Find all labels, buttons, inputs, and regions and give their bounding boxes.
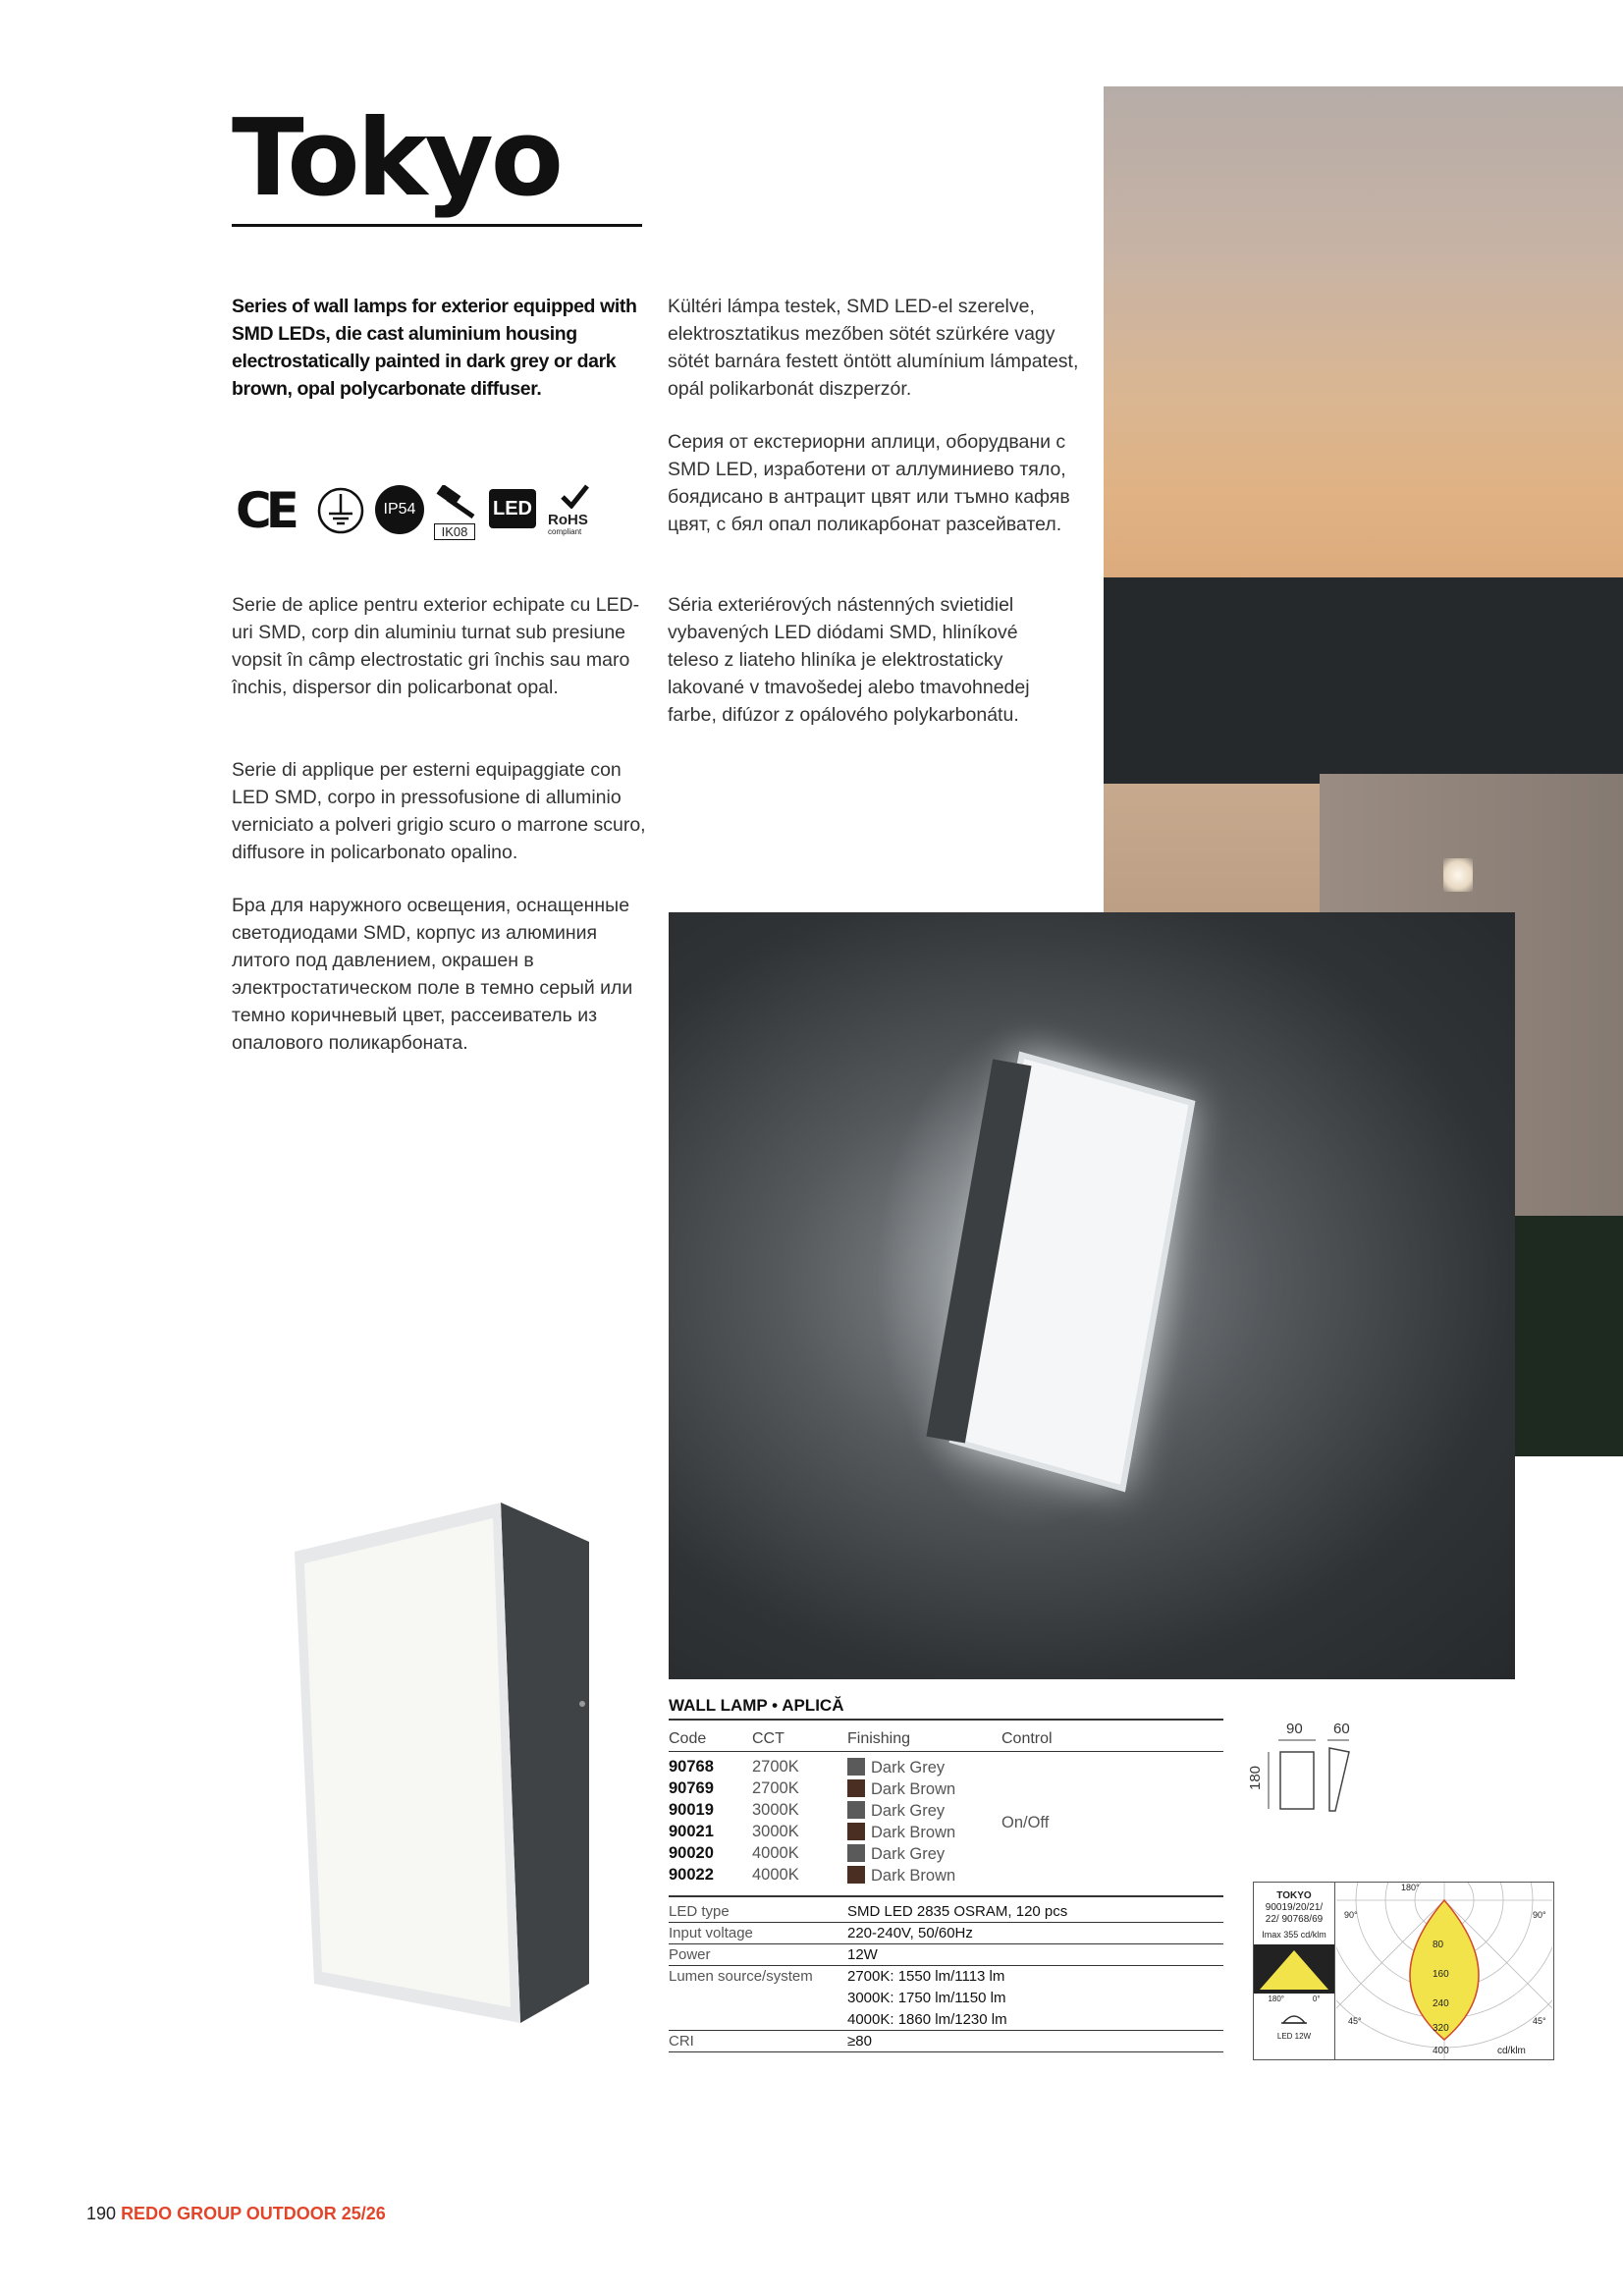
row-cct: 2700K [752,1758,799,1776]
spec-lumen-label: Lumen source/system [669,1968,813,1985]
row-finishing [847,1779,955,1799]
row-code: 90021 [669,1823,714,1840]
row-cct: 3000K [752,1823,799,1840]
rohs-icon: RoHS compliant [548,483,607,540]
row-finishing [847,1758,945,1777]
header-control: Control [1001,1730,1053,1747]
finish-label: Dark Brown [871,1780,956,1798]
row-code: 90769 [669,1779,714,1797]
control-value: On/Off [1001,1814,1050,1831]
scale-unit: cd/klm [1497,2046,1526,2056]
spec-power-label: Power [669,1946,711,1963]
spec-lumen-3000: 3000K: 1750 lm/1150 lm [847,1990,1006,2006]
spec-cri-label: CRI [669,2033,694,2050]
lamp-symbol-icon [1279,2009,1309,2027]
spec-lumen-4000: 4000K: 1860 lm/1230 lm [847,2011,1007,2028]
row-cct: 3000K [752,1801,799,1819]
color-swatch [847,1758,865,1776]
beam-angle-0: 0° [1312,1995,1321,2003]
row-cct: 2700K [752,1779,799,1797]
photometric-codes-1: 90019/20/21/ [1265,1902,1324,1913]
ik08-hammer-icon: IK08 [434,485,479,536]
row-cct: 4000K [752,1844,799,1862]
lamp-photo [669,912,1515,1679]
scale-160: 160 [1433,1969,1449,1980]
scale-80: 80 [1433,1940,1444,1950]
title-underline [232,224,642,227]
beam-icon [1254,1944,1334,1994]
description-ru: Бра для наружного освещения, оснащенные светодиодами SMD, корпус из алюминия литого под давлением, окрашен в электростатическом поле в темно серый или темно коричневый цвет, рассеиватель из опалового поликарбоната. [232,895,633,1054]
dimension-drawing [1247,1721,1375,1829]
beam-angle-180: 180° [1268,1995,1284,2003]
section-title: WALL LAMP • APLICĂ [669,1696,844,1715]
angle-90-right: 90° [1533,1910,1546,1920]
description-hu: Kültéri lámpa testek, SMD LED-el szerelve, elektrosztatikus mezőben sötét szürkére vagy sötét barnára festett öntött alumínium lámpatest, opál polikarbonát diszperzór. [668,296,1079,400]
finish-label: Dark Grey [871,1759,946,1777]
header-finishing: Finishing [847,1730,911,1747]
page-number: 190 [86,2204,117,2223]
dimension-depth: 60 [1333,1721,1350,1737]
finish-label: Dark Grey [871,1845,946,1863]
header-code: Code [669,1730,707,1747]
angle-45-right: 45° [1533,2016,1546,2026]
row-finishing [847,1866,955,1886]
color-swatch [847,1823,865,1840]
dimension-height: 180 [1247,1765,1265,1791]
photometric-name: TOKYO [1276,1890,1312,1901]
page-footer [86,2204,386,2224]
description-bg: Серия от екстериорни аплици, оборудвани с SMD LED, изработени от аллуминиево тяло, боядисано в антрацит цвят или тъмно кафяв цвят, с бял опал поликарбонат разсейвател. [668,431,1070,535]
row-finishing [847,1801,945,1821]
description-en: Series of wall lamps for exterior equipped with SMD LEDs, die cast aluminium housing electrostatically painted in dark grey or dark brown, opal polycarbonate diffuser. [232,296,637,400]
row-code: 90022 [669,1866,714,1884]
color-swatch [847,1779,865,1797]
spec-led-type: SMD LED 2835 OSRAM, 120 pcs [847,1903,1068,1920]
color-swatch [847,1801,865,1819]
description-it: Serie di applique per esterni equipaggiate con LED SMD, corpo in pressofusione di alluminio verniciato a polveri grigio scuro o marrone scuro, diffusore in policarbonato opalino. [232,759,646,863]
led-icon: LED [489,489,536,528]
header-cct: CCT [752,1730,784,1747]
product-image [275,1493,609,2043]
scale-400: 400 [1433,2046,1449,2056]
row-code: 90768 [669,1758,714,1776]
dimension-width: 90 [1286,1721,1303,1737]
photometric-imax: Imax 355 cd/klm [1262,1930,1326,1940]
ce-mark-icon: CE [236,482,294,539]
spec-lumen-2700: 2700K: 1550 lm/1113 lm [847,1968,1005,1985]
description-sk: Séria exteriérových nástenných svietidiel vybavených LED diódami SMD, hliníkové teleso z liateho hliníka je elektrostaticky lakované v tmavošedej alebo tmavohnedej farbe, difúzor z opálového polykarbonátu. [668,594,1030,726]
row-finishing [847,1844,945,1864]
product-table [669,1758,1218,1891]
color-swatch [847,1844,865,1862]
spec-voltage: 220-240V, 50/60Hz [847,1925,973,1941]
scale-240: 240 [1433,1998,1449,2009]
page-title: Tokyo [232,97,561,220]
spec-cri: ≥80 [847,2033,872,2050]
row-code: 90019 [669,1801,714,1819]
ip54-icon: IP54 [375,485,424,534]
color-swatch [847,1866,865,1884]
spec-voltage-label: Input voltage [669,1925,753,1941]
row-finishing [847,1823,955,1842]
photometric-diagram [1253,1882,1554,2060]
description-ro: Serie de aplice pentru exterior echipate cu LED-uri SMD, corp din aluminiu turnat sub presiune vopsit în câmp electrostatic gri închis sau maro închis, dispersor din policarbonat opal. [232,594,640,698]
certification-icons [236,481,609,540]
lamp-label: LED 12W [1276,2032,1312,2041]
finish-label: Dark Brown [871,1824,956,1841]
finish-label: Dark Grey [871,1802,946,1820]
spec-power: 12W [847,1946,878,1963]
row-code: 90020 [669,1844,714,1862]
angle-top: 180° [1401,1883,1420,1892]
photometric-codes-2: 22/ 90768/69 [1265,1914,1324,1925]
class-1-ground-icon [316,486,365,535]
lamp-glow [1443,858,1473,892]
footer-brand: REDO GROUP OUTDOOR 25/26 [121,2204,386,2223]
spec-led-type-label: LED type [669,1903,730,1920]
scale-320: 320 [1433,2023,1449,2034]
finish-label: Dark Brown [871,1867,956,1885]
angle-90-left: 90° [1344,1910,1358,1920]
angle-45-left: 45° [1348,2016,1362,2026]
row-cct: 4000K [752,1866,799,1884]
